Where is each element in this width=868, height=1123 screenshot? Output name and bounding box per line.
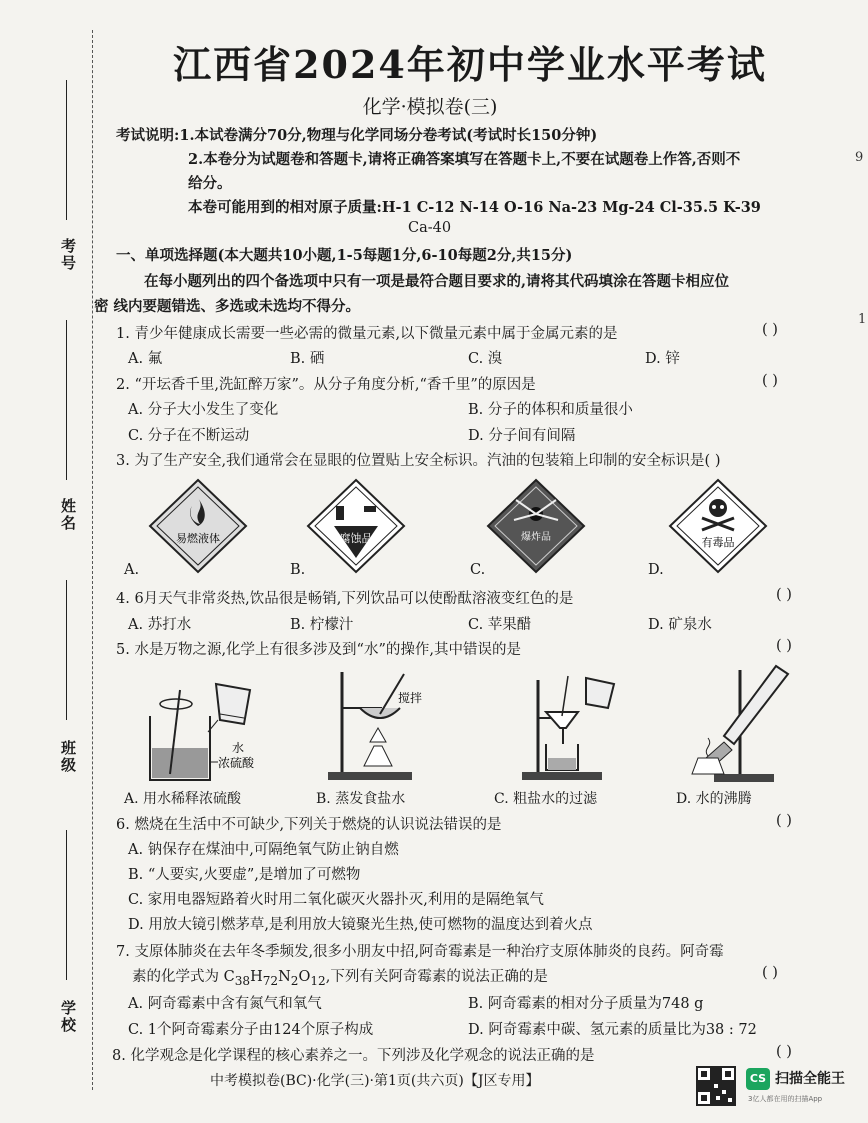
- q7-n: N: [278, 969, 291, 985]
- q7-o: O: [298, 969, 311, 985]
- q7-sub-c: 38: [234, 973, 251, 988]
- boiling-water-figure: [680, 660, 800, 786]
- q5-answer-paren: ( ): [776, 638, 792, 654]
- camscanner-logo-icon: CS: [746, 1068, 770, 1090]
- xingming-label: 姓名: [59, 498, 77, 532]
- binding-margin: [0, 0, 95, 1123]
- banji-line: [66, 580, 67, 720]
- qr-code-icon: [696, 1066, 736, 1106]
- filtration-figure: [516, 664, 636, 786]
- sign-b-text: 腐蚀品: [339, 532, 373, 545]
- page-footer: 中考模拟卷(BC)·化学(三)·第1页(共六页)【J区专用】: [210, 1073, 540, 1089]
- q5-option-d: D. 水的沸腾: [676, 791, 752, 807]
- seal-dashed-line: [92, 30, 93, 1090]
- section-desc-2: 密 线内要题错选、多选或未选均不得分。: [94, 298, 361, 315]
- instruction-1: 考试说明:1.本试卷满分70分,物理与化学同场分卷考试(考试时长150分钟): [116, 127, 598, 144]
- q7-option-b: B. 阿奇霉素的相对分子质量为748 g: [468, 996, 704, 1012]
- q7-stem-2: [132, 965, 548, 988]
- label-stir: 搅拌: [398, 691, 423, 705]
- q6-answer-paren: ( ): [776, 813, 792, 829]
- camscanner-tagline: 3亿人都在用的扫描App: [748, 1095, 823, 1103]
- q4-option-a: A. 苏打水: [128, 617, 192, 633]
- q7-formula-prefix: 素的化学式为 C: [132, 969, 235, 985]
- q8-stem: 8. 化学观念是化学课程的核心素养之一。下列涉及化学观念的说法正确的是: [112, 1048, 595, 1064]
- q3-stem: 3. 为了生产安全,我们通常会在显眼的位置贴上安全标识。汽油的包装箱上印制的安全标识是( ): [116, 453, 721, 469]
- instruction-2: 2.本卷分为试题卷和答题卡,请将正确答案填写在答题卡上,不要在试题卷上作答,否则不: [188, 151, 741, 168]
- q5-stem: 5. 水是万物之源,化学上有很多涉及到“水”的操作,其中错误的是: [116, 642, 521, 658]
- xuexiao-line: [66, 830, 67, 980]
- q1-answer-paren: ( ): [762, 322, 778, 338]
- camscanner-name: 扫描全能王: [775, 1071, 845, 1087]
- section-desc-1: 在每小题列出的四个备选项中只有一项是最符合题目要求的,请将其代码填涂在答题卡相应位: [144, 273, 730, 290]
- q7-sub-o: 12: [310, 973, 326, 988]
- evaporation-figure: [322, 666, 442, 786]
- q3-option-d: D.: [648, 562, 664, 578]
- q8-answer-paren: ( ): [776, 1044, 792, 1060]
- instruction-3: 给分。: [188, 175, 232, 192]
- instruction-atomic-mass: 本卷可能用到的相对原子质量:H-1 C-12 N-14 O-16 Na-23 Mg-24 Cl-35.5 K-39: [188, 199, 761, 216]
- kaohao-label: 考号: [59, 238, 77, 272]
- q7-option-d: D. 阿奇霉素中碳、氢元素的质量比为38 : 72: [468, 1022, 757, 1038]
- q1-option-d: D. 锌: [645, 351, 680, 367]
- q2-stem: 2. “开坛香千里,洗缸醉万家”。从分子角度分析,“香千里”的原因是: [116, 377, 536, 393]
- q6-option-b: B. “人要实,火要虚”,是增加了可燃物: [128, 867, 361, 883]
- flammable-liquid-sign: [148, 478, 248, 574]
- instruction-atomic-mass-cont: Ca-40: [408, 220, 452, 236]
- sign-a-text: 易燃液体: [176, 532, 220, 545]
- xuexiao-label: 学校: [59, 1000, 77, 1034]
- q2-option-b: B. 分子的体积和质量很小: [468, 402, 633, 418]
- edge-mark-top: 9: [855, 150, 864, 165]
- q6-option-c: C. 家用电器短路着火时用二氧化碳灭火器扑灭,利用的是隔绝氧气: [128, 892, 544, 908]
- edge-mark-mid: 1: [858, 312, 867, 327]
- banji-label: 班级: [59, 740, 77, 774]
- q2-option-a: A. 分子大小发生了变化: [128, 402, 279, 418]
- q5-option-b: B. 蒸发食盐水: [316, 791, 406, 807]
- q4-option-c: C. 苹果醋: [468, 617, 532, 633]
- sign-d-text: 有毒品: [701, 536, 735, 549]
- dilute-acid-figure: [140, 670, 280, 786]
- q7-option-a: A. 阿奇霉素中含有氮气和氧气: [128, 996, 322, 1012]
- q2-option-c: C. 分子在不断运动: [128, 428, 250, 444]
- q3-option-a: A.: [124, 562, 140, 578]
- q6-option-d: D. 用放大镜引燃茅草,是利用放大镜聚光生热,使可燃物的温度达到着火点: [128, 917, 593, 933]
- q4-option-d: D. 矿泉水: [648, 617, 712, 633]
- q4-answer-paren: ( ): [776, 587, 792, 603]
- q1-option-a: A. 氟: [128, 351, 163, 367]
- q5-option-c: C. 粗盐水的过滤: [494, 791, 598, 807]
- q2-answer-paren: ( ): [762, 373, 778, 389]
- q3-option-c: C.: [470, 562, 486, 578]
- q7-answer-paren: ( ): [762, 965, 778, 981]
- q7-option-c: C. 1个阿奇霉素分子由124个原子构成: [128, 1022, 374, 1038]
- q4-option-b: B. 柠檬汁: [290, 617, 354, 633]
- label-water: 水: [232, 741, 245, 755]
- kaohao-line: [66, 80, 67, 220]
- q4-stem: 4. 6月天气非常炎热,饮品很是畅销,下列饮品可以使酚酞溶液变红色的是: [116, 591, 574, 607]
- q6-stem: 6. 燃烧在生活中不可缺少,下列关于燃烧的认识说法错误的是: [116, 817, 502, 833]
- q7-stem-1: 7. 支原体肺炎在去年冬季频发,很多小朋友中招,阿奇霉素是一种治疗支原体肺炎的良药。阿奇霉: [116, 944, 724, 960]
- q1-option-b: B. 硒: [290, 351, 325, 367]
- corrosive-sign: [306, 478, 406, 574]
- q7-sub-h: 72: [262, 973, 279, 988]
- page-title: 江西省2024年初中学业水平考试: [173, 42, 767, 87]
- section-heading: 一、单项选择题(本大题共10小题,1-5每题1分,6-10每题2分,共15分): [116, 247, 573, 264]
- xingming-line: [66, 320, 67, 480]
- q1-stem: 1. 青少年健康成长需要一些必需的微量元素,以下微量元素中属于金属元素的是: [116, 326, 618, 342]
- q5-option-a: A. 用水稀释浓硫酸: [124, 791, 242, 807]
- explosive-sign: [486, 478, 586, 574]
- q1-option-c: C. 溴: [468, 351, 503, 367]
- toxic-sign: [668, 478, 768, 574]
- q7-h: H: [250, 969, 263, 985]
- sign-c-text: 爆炸品: [521, 532, 551, 543]
- q3-option-b: B.: [290, 562, 306, 578]
- page-subtitle: 化学·模拟卷(三): [362, 96, 498, 118]
- q7-sub-n: 2: [290, 973, 299, 988]
- q7-stem-suffix: ,下列有关阿奇霉素的说法正确的是: [325, 969, 548, 985]
- q6-option-a: A. 钠保存在煤油中,可隔绝氧气防止钠自燃: [128, 842, 399, 858]
- q2-option-d: D. 分子间有间隔: [468, 428, 576, 444]
- label-acid: 浓硫酸: [218, 756, 255, 770]
